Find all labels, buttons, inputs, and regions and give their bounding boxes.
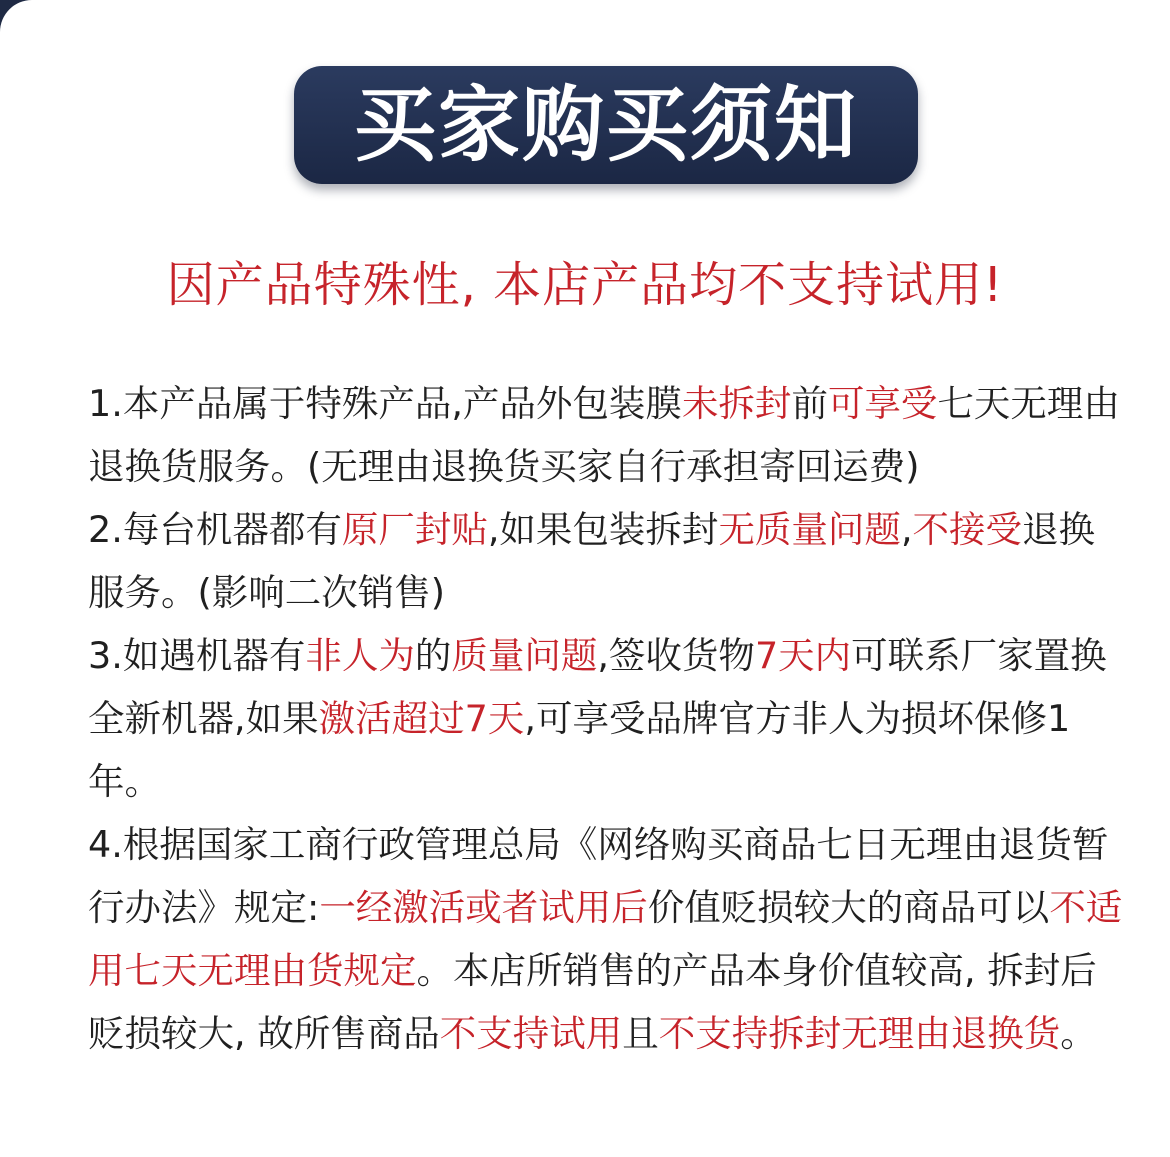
highlight-text: 质量问题: [451, 634, 598, 677]
highlight-text: 无质量问题: [718, 508, 901, 551]
rule-text: 2.每台机器都有: [88, 508, 342, 551]
highlight-text: 7天内: [754, 634, 852, 677]
rule-text: 七天无理由退换货服务。(无理由退换货买家自行承担寄回运费): [88, 382, 1120, 488]
rule-text: 1.本产品属于特殊产品,产品外包装膜: [88, 382, 682, 425]
rule-text: ,如果包装拆封: [487, 508, 719, 551]
rule-text: 可联系厂家置换全新机器,如果: [88, 634, 1107, 740]
rule-text: ,可享受品牌官方非人为损坏保修1年。: [88, 697, 1071, 803]
rule-text: ,签收货物: [597, 634, 755, 677]
rule-text: 。: [1060, 1012, 1097, 1055]
rule-text: 且: [622, 1012, 659, 1055]
rule-item: [88, 813, 1128, 1065]
highlight-text: 不支持拆封无理由退换货: [658, 1012, 1061, 1055]
highlight-text: 不支持试用: [439, 1012, 623, 1055]
highlight-text: 不接受: [912, 508, 1023, 551]
rule-text: 退换服务。(影响二次销售): [88, 508, 1096, 614]
rule-text: 价值贬损较大的商品可以: [647, 886, 1050, 929]
rule-text: 的: [414, 634, 452, 677]
rule-text: 3.如遇机器有: [88, 634, 306, 677]
highlight-text: 不适用七天无理由货规定: [88, 886, 1123, 992]
rule-item: [88, 498, 1128, 624]
rule-text: ,: [900, 508, 913, 551]
highlight-text: 一经激活或者试用后: [319, 886, 648, 929]
rule-text: 前: [791, 382, 828, 425]
highlight-text: 原厂封贴: [341, 508, 488, 551]
no-trial-warning: 因产品特殊性, 本店产品均不支持试用!: [166, 257, 1004, 313]
page-title: 买家购买须知: [353, 77, 858, 173]
highlight-text: 未拆封: [681, 382, 792, 425]
rules-list: [88, 372, 1128, 1065]
highlight-text: 非人为: [305, 634, 415, 677]
rule-text: 。本店所销售的产品本身价值较高, 拆封后贬损较大, 故所售商品: [88, 949, 1097, 1055]
rule-item: [88, 624, 1128, 813]
rule-item: [88, 372, 1128, 498]
title-banner: [294, 66, 918, 184]
highlight-text: 激活超过7天: [318, 697, 525, 740]
highlight-text: 可享受: [827, 382, 938, 425]
rule-text: 4.根据国家工商行政管理总局《网络购买商品七日无理由退货暂行办法》规定:: [88, 823, 1109, 929]
